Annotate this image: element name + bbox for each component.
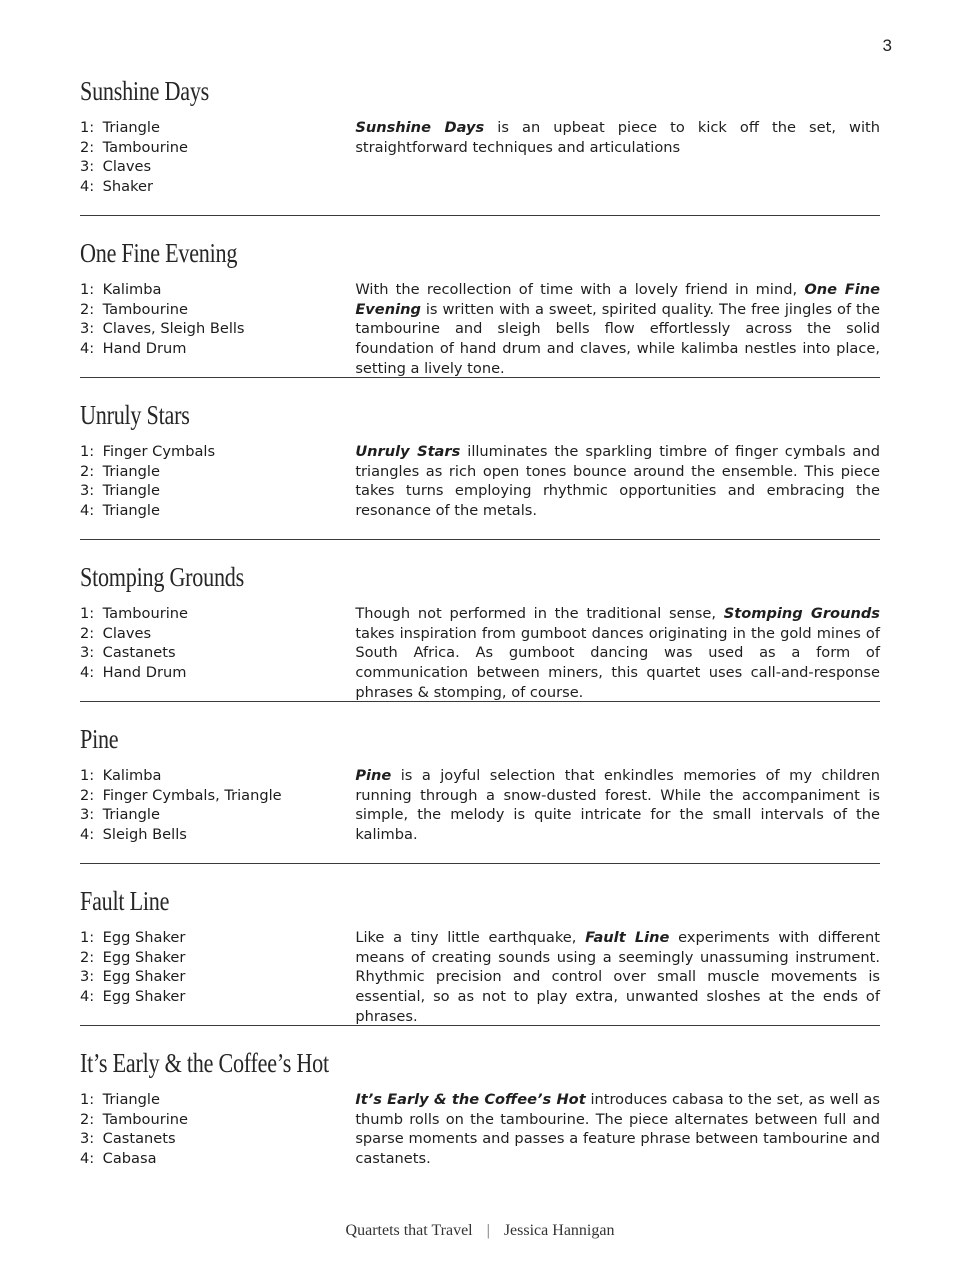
instrument-item: [80, 319, 355, 339]
piece-list: [80, 72, 880, 1206]
part-number: 1:: [80, 119, 95, 136]
instrument-list: [80, 766, 355, 845]
part-number: 1:: [80, 1091, 95, 1108]
piece-title: It’s Early & the Coffee’s Hot: [80, 1048, 329, 1078]
part-number: 2:: [80, 462, 95, 480]
piece-description: [355, 928, 880, 1027]
instrument-list: [80, 928, 355, 1027]
instrument-name: Castanets: [102, 644, 176, 662]
description-piece-name: It’s Early & the Coffee’s Hot: [355, 1091, 586, 1108]
instrument-item: [80, 138, 355, 158]
instrument-name: Finger Cymbals, Triangle: [102, 786, 282, 804]
piece-title: Unruly Stars: [80, 400, 190, 430]
piece-section: [80, 720, 880, 882]
instrument-item: [80, 766, 355, 786]
description-text: is a joyful selection that enkindles memories of my children running through a snow-dusted forest. While the accompaniment is simple, the melody is quite intricate for the small intervals of the kalimba.: [355, 767, 880, 844]
description-text: With the recollection of time with a lovely friend in mind,: [355, 281, 805, 298]
piece-body: [80, 118, 880, 197]
description-text: takes inspiration from gumboot dances originating in the gold mines of South Africa. As gumboot dancing was used as a form of communication between miners, this quartet uses call-and-response phrases & stomping, of course.: [355, 624, 880, 701]
description-text: Like a tiny little earthquake,: [355, 929, 586, 946]
piece-body: [80, 442, 880, 521]
instrument-item: [80, 1110, 355, 1130]
footer-separator: |: [486, 1222, 490, 1239]
instrument-list: [80, 604, 355, 703]
description-text: is an upbeat piece to kick off the set, with straightforward techniques and articulations: [355, 119, 880, 156]
instrument-name: Egg Shaker: [102, 948, 186, 966]
piece-body: [80, 928, 880, 1027]
description-piece-name: Unruly Stars: [355, 443, 461, 460]
part-number: 3:: [80, 644, 95, 662]
description-text: experiments with different means of creating sounds using a seemingly unassuming instrument. Rhythmic precision and control over small muscle movements is essential, so as not to play extra, unwanted sloshes at the ends of phrases.: [355, 929, 880, 1025]
instrument-name: Kalimba: [102, 281, 162, 298]
instrument-item: [80, 805, 355, 825]
instrument-item: [80, 280, 355, 300]
instrument-name: Tambourine: [102, 300, 189, 318]
piece-description: [355, 280, 880, 379]
instrument-item: [80, 501, 355, 521]
description-text: introduces cabasa to the set, as well as thumb rolls on the tambourine. The piece alternates between full and sparse moments and passes a feature phrase between tambourine and castanets.: [355, 1091, 880, 1168]
instrument-name: Claves: [102, 158, 152, 176]
instrument-item: [80, 339, 355, 359]
part-number: 4:: [80, 178, 95, 196]
description-piece-name: Sunshine Days: [355, 119, 485, 136]
piece-description: [355, 118, 880, 197]
page-number: 3: [882, 36, 892, 55]
instrument-list: [80, 280, 355, 379]
description-piece-name: Fault Line: [585, 929, 670, 946]
piece-section: [80, 234, 880, 396]
part-number: 4:: [80, 502, 95, 520]
instrument-item: [80, 1129, 355, 1149]
part-number: 3:: [80, 968, 95, 986]
instrument-name: Triangle: [102, 462, 160, 480]
section-divider: [80, 863, 880, 864]
instrument-name: Castanets: [102, 1130, 176, 1148]
instrument-name: Tambourine: [102, 1110, 189, 1128]
instrument-name: Claves, Sleigh Bells: [102, 320, 245, 338]
instrument-list: [80, 442, 355, 521]
part-number: 2:: [80, 138, 95, 156]
instrument-name: Egg Shaker: [102, 988, 186, 1006]
instrument-item: [80, 157, 355, 177]
part-number: 4:: [80, 988, 95, 1006]
instrument-item: [80, 177, 355, 197]
piece-section: [80, 882, 880, 1044]
piece-body: [80, 766, 880, 845]
part-number: 2:: [80, 786, 95, 804]
instrument-item: [80, 967, 355, 987]
piece-section: [80, 1044, 880, 1206]
part-number: 3:: [80, 320, 95, 338]
piece-section: [80, 558, 880, 720]
piece-body: [80, 280, 880, 379]
section-divider: [80, 539, 880, 540]
piece-description: [355, 604, 880, 703]
instrument-name: Tambourine: [102, 138, 189, 156]
instrument-name: Triangle: [102, 119, 160, 136]
part-number: 3:: [80, 482, 95, 500]
instrument-item: [80, 663, 355, 683]
instrument-name: Claves: [102, 624, 152, 642]
description-text: illuminates the sparkling timbre of finger cymbals and triangles as rich open tones bounce around the ensemble. This piece takes turns employing rhythmic opportunities and embracing the resonance of the metals.: [355, 443, 880, 520]
description-text: Though not performed in the traditional sense,: [355, 605, 724, 622]
part-number: 4:: [80, 1150, 95, 1168]
instrument-name: Egg Shaker: [102, 929, 186, 946]
instrument-item: [80, 604, 355, 624]
footer-author: Jessica Hannigan: [503, 1222, 615, 1239]
part-number: 3:: [80, 1130, 95, 1148]
instrument-name: Kalimba: [102, 767, 162, 784]
instrument-item: [80, 624, 355, 644]
page-footer: [0, 1222, 960, 1240]
section-divider: [80, 701, 880, 702]
instrument-list: [80, 118, 355, 197]
instrument-item: [80, 948, 355, 968]
description-piece-name: Pine: [355, 767, 392, 784]
piece-title: Pine: [80, 724, 119, 754]
instrument-item: [80, 1090, 355, 1110]
piece-section: [80, 72, 880, 234]
instrument-item: [80, 300, 355, 320]
piece-description: [355, 442, 880, 521]
part-number: 1:: [80, 605, 95, 622]
part-number: 4:: [80, 826, 95, 844]
instrument-name: Egg Shaker: [102, 968, 186, 986]
piece-body: [80, 604, 880, 703]
instrument-name: Finger Cymbals: [102, 443, 216, 460]
section-divider: [80, 215, 880, 216]
part-number: 1:: [80, 929, 95, 946]
instrument-name: Triangle: [102, 806, 160, 824]
part-number: 4:: [80, 340, 95, 358]
part-number: 3:: [80, 806, 95, 824]
instrument-item: [80, 786, 355, 806]
instrument-name: Hand Drum: [102, 340, 187, 358]
instrument-item: [80, 643, 355, 663]
part-number: 3:: [80, 158, 95, 176]
description-text: is written with a sweet, spirited quality. The free jingles of the tambourine and sleigh bells flow effortlessly across the solid foundation of hand drum and claves, while kalimba nestles into place, setting a lively tone.: [355, 300, 880, 377]
instrument-name: Shaker: [102, 178, 154, 196]
piece-description: [355, 1090, 880, 1169]
part-number: 2:: [80, 1110, 95, 1128]
part-number: 1:: [80, 767, 95, 784]
instrument-item: [80, 442, 355, 462]
instrument-name: Triangle: [102, 482, 160, 500]
piece-description: [355, 766, 880, 845]
instrument-item: [80, 118, 355, 138]
instrument-list: [80, 1090, 355, 1169]
instrument-name: Cabasa: [102, 1150, 157, 1168]
part-number: 1:: [80, 443, 95, 460]
piece-title: Stomping Grounds: [80, 562, 244, 592]
instrument-item: [80, 928, 355, 948]
section-divider: [80, 1025, 880, 1026]
description-piece-name: One Fine Evening: [355, 281, 880, 318]
instrument-item: [80, 825, 355, 845]
section-divider: [80, 377, 880, 378]
part-number: 2:: [80, 624, 95, 642]
part-number: 1:: [80, 281, 95, 298]
instrument-item: [80, 462, 355, 482]
instrument-item: [80, 987, 355, 1007]
part-number: 2:: [80, 300, 95, 318]
instrument-item: [80, 481, 355, 501]
instrument-name: Hand Drum: [102, 664, 187, 682]
part-number: 4:: [80, 664, 95, 682]
piece-title: Fault Line: [80, 886, 170, 916]
part-number: 2:: [80, 948, 95, 966]
instrument-name: Triangle: [102, 502, 160, 520]
instrument-name: Tambourine: [102, 605, 189, 622]
piece-title: One Fine Evening: [80, 238, 238, 268]
instrument-name: Triangle: [102, 1091, 160, 1108]
piece-title: Sunshine Days: [80, 76, 210, 106]
piece-body: [80, 1090, 880, 1169]
instrument-name: Sleigh Bells: [102, 826, 187, 844]
footer-book-title: Quartets that Travel: [345, 1222, 473, 1239]
description-piece-name: Stomping Grounds: [723, 605, 880, 622]
piece-section: [80, 396, 880, 558]
instrument-item: [80, 1149, 355, 1169]
